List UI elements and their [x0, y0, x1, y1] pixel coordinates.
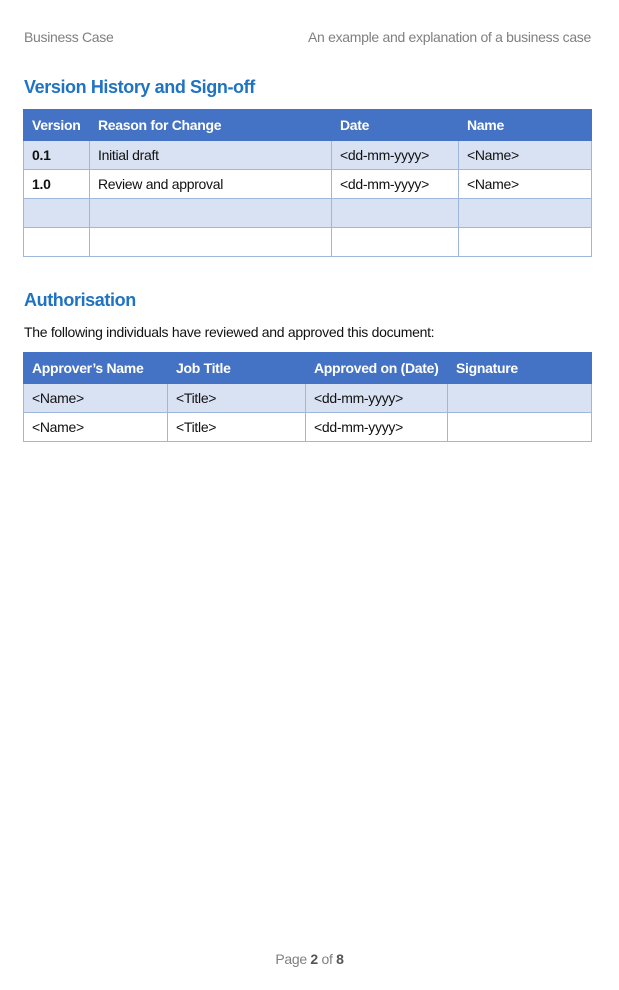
cell-approver-name: <Name>: [24, 413, 168, 442]
col-header-job-title: Job Title: [168, 353, 306, 384]
cell-name: <Name>: [459, 170, 592, 199]
cell-signature: [448, 384, 592, 413]
cell-version: [24, 228, 90, 257]
version-history-table: [23, 109, 592, 257]
cell-name: [459, 199, 592, 228]
cell-version: 0.1: [24, 141, 90, 170]
authorisation-intro: The following individuals have reviewed and approved this document:: [24, 324, 435, 340]
table-row: [24, 228, 592, 257]
cell-reason: Initial draft: [90, 141, 332, 170]
table-row: [24, 384, 592, 413]
cell-version: 1.0: [24, 170, 90, 199]
cell-date: <dd-mm-yyyy>: [332, 170, 459, 199]
table-row: [24, 170, 592, 199]
page-total: 8: [336, 951, 344, 967]
cell-date: [332, 199, 459, 228]
cell-approved-date: <dd-mm-yyyy>: [306, 384, 448, 413]
cell-reason: [90, 199, 332, 228]
page-current: 2: [310, 951, 318, 967]
cell-job-title: <Title>: [168, 384, 306, 413]
cell-date: [332, 228, 459, 257]
col-header-approver-name: Approver’s Name: [24, 353, 168, 384]
table-header-row: [24, 353, 592, 384]
authorisation-table: [23, 352, 592, 442]
cell-date: <dd-mm-yyyy>: [332, 141, 459, 170]
cell-reason: Review and approval: [90, 170, 332, 199]
header-doc-title: Business Case: [24, 29, 114, 45]
table-row: [24, 141, 592, 170]
table-header-row: [24, 110, 592, 141]
header-doc-subtitle: An example and explanation of a business case: [307, 29, 591, 45]
authorisation-heading: Authorisation: [24, 290, 136, 310]
page-of: of: [317, 951, 337, 967]
page-footer: [0, 951, 619, 967]
cell-name: [459, 228, 592, 257]
col-header-signature: Signature: [448, 353, 592, 384]
cell-reason: [90, 228, 332, 257]
col-header-date: Date: [332, 110, 459, 141]
cell-signature: [448, 413, 592, 442]
col-header-name: Name: [459, 110, 592, 141]
page-prefix: Page: [275, 951, 311, 967]
table-row: [24, 413, 592, 442]
cell-job-title: <Title>: [168, 413, 306, 442]
cell-version: [24, 199, 90, 228]
cell-approved-date: <dd-mm-yyyy>: [306, 413, 448, 442]
col-header-version: Version: [24, 110, 90, 141]
version-history-heading: Version History and Sign-off: [24, 77, 255, 97]
cell-name: <Name>: [459, 141, 592, 170]
table-row: [24, 199, 592, 228]
col-header-approved-date: Approved on (Date): [306, 353, 448, 384]
cell-approver-name: <Name>: [24, 384, 168, 413]
col-header-reason: Reason for Change: [90, 110, 332, 141]
